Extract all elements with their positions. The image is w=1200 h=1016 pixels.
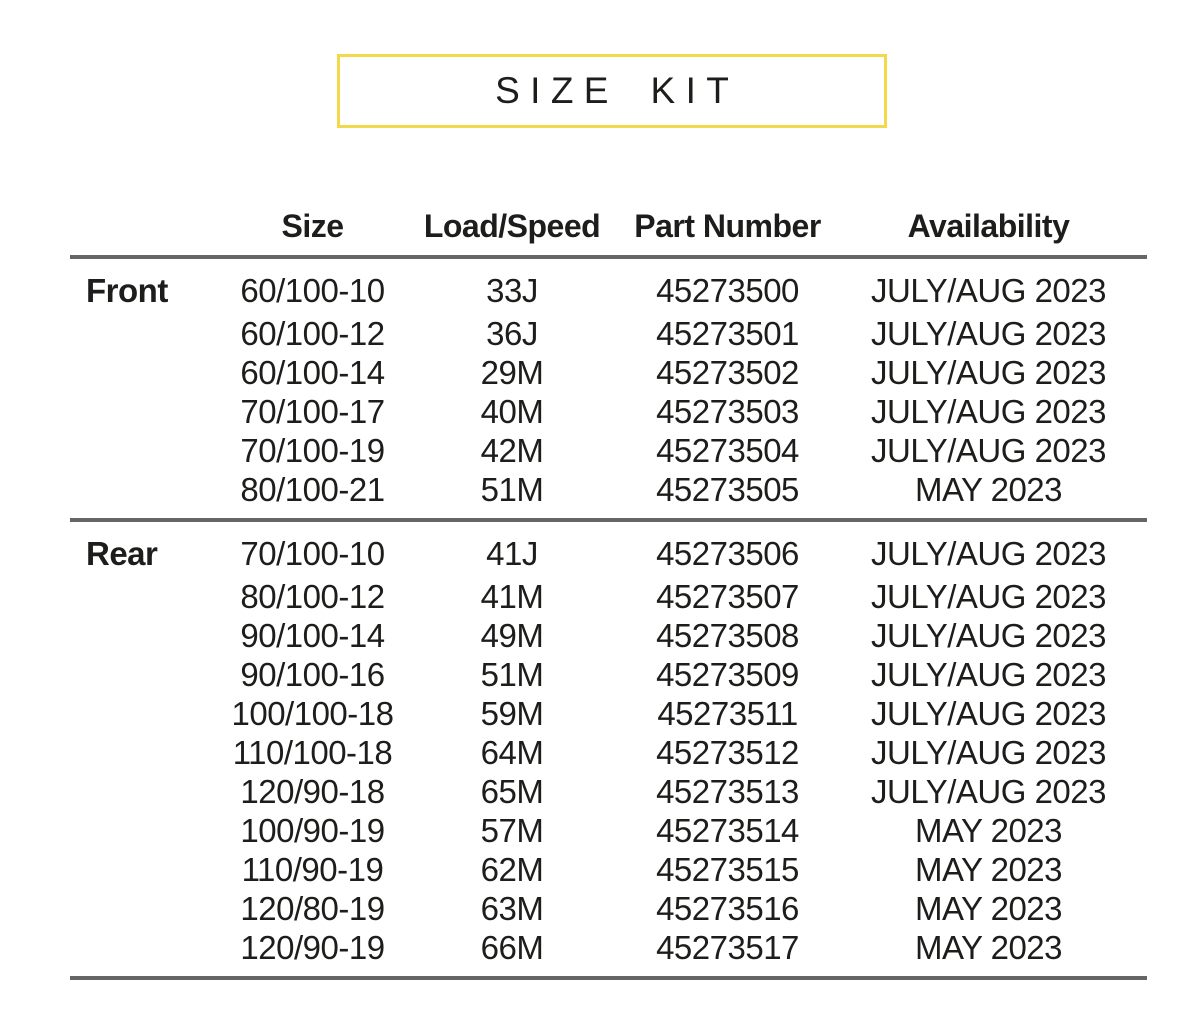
table-cell: 45273507 bbox=[656, 578, 799, 615]
table-cell: 51M bbox=[480, 656, 544, 693]
table-row bbox=[70, 431, 1147, 470]
table-cell: 120/80-19 bbox=[240, 890, 385, 927]
table-row bbox=[70, 353, 1147, 392]
table-cell: 60/100-10 bbox=[240, 272, 385, 309]
section-label-spacer bbox=[70, 470, 226, 520]
table-row bbox=[70, 694, 1147, 733]
table-cell: 45273516 bbox=[656, 890, 799, 927]
page-title: SIZE KIT bbox=[495, 70, 740, 111]
table-cell: JULY/AUG 2023 bbox=[870, 656, 1106, 693]
table-cell: 60/100-12 bbox=[240, 315, 385, 352]
table-cell: 45273508 bbox=[656, 617, 799, 654]
table-cell: 33J bbox=[486, 272, 538, 309]
table-cell: 45273515 bbox=[656, 851, 799, 888]
table-cell: 70/100-10 bbox=[226, 520, 399, 577]
table-cell: 41J bbox=[399, 520, 625, 577]
table-cell: JULY/AUG 2023 bbox=[870, 315, 1106, 352]
table-cell: MAY 2023 bbox=[830, 928, 1147, 978]
table-row bbox=[70, 811, 1147, 850]
table-cell: 41M bbox=[480, 578, 544, 615]
table-row bbox=[70, 577, 1147, 616]
table-header-row bbox=[70, 208, 1147, 257]
table-row bbox=[70, 257, 1147, 314]
title-box bbox=[337, 54, 887, 128]
table-cell: 120/90-19 bbox=[226, 928, 399, 978]
table-cell: 45273503 bbox=[656, 393, 799, 430]
table-cell: JULY/AUG 2023 bbox=[870, 734, 1106, 771]
section-label-spacer bbox=[70, 928, 226, 978]
section-label-spacer bbox=[70, 392, 226, 431]
size-kit-table bbox=[70, 208, 1147, 980]
table-cell: 45273506 bbox=[625, 520, 830, 577]
section-label-spacer bbox=[70, 655, 226, 694]
table-row bbox=[70, 314, 1147, 353]
table-cell: JULY/AUG 2023 bbox=[870, 773, 1106, 810]
table-cell: 100/90-19 bbox=[240, 812, 385, 849]
table-cell: MAY 2023 bbox=[914, 890, 1063, 927]
table-cell: 90/100-14 bbox=[240, 617, 385, 654]
table-cell: 45273509 bbox=[656, 656, 799, 693]
table-cell: 49M bbox=[480, 617, 544, 654]
table-cell: 45273511 bbox=[657, 695, 798, 732]
table-row bbox=[70, 616, 1147, 655]
table-row bbox=[70, 470, 1147, 520]
section-label-spacer bbox=[70, 431, 226, 470]
section-label-spacer bbox=[70, 733, 226, 772]
table-cell: 45273505 bbox=[656, 471, 799, 508]
table-cell: 45273504 bbox=[656, 432, 799, 469]
table-cell: 40M bbox=[480, 393, 544, 430]
table-header bbox=[70, 208, 1147, 257]
table-cell: MAY 2023 bbox=[914, 851, 1063, 888]
header-availability: Availability bbox=[830, 208, 1147, 257]
table-cell: 80/100-12 bbox=[240, 578, 385, 615]
table-cell: 45273513 bbox=[656, 773, 799, 810]
table-cell: 60/100-14 bbox=[240, 354, 385, 391]
table-cell: 42M bbox=[480, 432, 544, 469]
table-cell: JULY/AUG 2023 bbox=[870, 578, 1106, 615]
header-spacer bbox=[70, 208, 226, 257]
table-cell: JULY/AUG 2023 bbox=[870, 617, 1106, 654]
section-label-spacer bbox=[70, 889, 226, 928]
table-row bbox=[70, 772, 1147, 811]
table-cell: 51M bbox=[480, 471, 544, 508]
table-row bbox=[70, 889, 1147, 928]
table-cell: 63M bbox=[480, 890, 544, 927]
table-cell: 36J bbox=[486, 315, 538, 352]
table-cell: 120/90-18 bbox=[240, 773, 385, 810]
table-cell: JULY/AUG 2023 bbox=[870, 354, 1106, 391]
table-cell: 57M bbox=[480, 812, 544, 849]
table-cell: 45273512 bbox=[656, 734, 799, 771]
section-label-spacer bbox=[70, 694, 226, 733]
section-front bbox=[70, 257, 1147, 520]
section-label: Rear bbox=[70, 520, 226, 577]
table-cell: 90/100-16 bbox=[240, 656, 385, 693]
table-cell: 65M bbox=[480, 773, 544, 810]
table-cell: 45273501 bbox=[656, 315, 799, 352]
table-row bbox=[70, 850, 1147, 889]
table-cell: 100/100-18 bbox=[231, 695, 394, 732]
table-cell: 45273500 bbox=[656, 272, 799, 309]
table-cell: JULY/AUG 2023 bbox=[870, 272, 1106, 309]
table-cell: 45273517 bbox=[625, 928, 830, 978]
header-load-speed: Load/Speed bbox=[399, 208, 625, 257]
section-label-spacer bbox=[70, 577, 226, 616]
table-cell: JULY/AUG 2023 bbox=[870, 432, 1106, 469]
section-rear bbox=[70, 520, 1147, 978]
table-cell: JULY/AUG 2023 bbox=[870, 695, 1106, 732]
table-row bbox=[70, 520, 1147, 577]
table-cell: 62M bbox=[480, 851, 544, 888]
table-row bbox=[70, 928, 1147, 978]
table-cell: 80/100-21 bbox=[240, 471, 385, 508]
table-cell: 70/100-19 bbox=[240, 432, 385, 469]
table-row bbox=[70, 733, 1147, 772]
table-cell: 66M bbox=[399, 928, 625, 978]
section-label-spacer bbox=[70, 314, 226, 353]
section-label-spacer bbox=[70, 772, 226, 811]
table-cell: JULY/AUG 2023 bbox=[870, 393, 1106, 430]
table-cell: 29M bbox=[480, 354, 544, 391]
table-cell: 45273502 bbox=[656, 354, 799, 391]
section-label-spacer bbox=[70, 353, 226, 392]
section-label: Front bbox=[86, 272, 168, 309]
table-row bbox=[70, 392, 1147, 431]
section-label-spacer bbox=[70, 811, 226, 850]
table-cell: 110/90-19 bbox=[241, 851, 384, 888]
table-cell: JULY/AUG 2023 bbox=[830, 520, 1147, 577]
section-label-spacer bbox=[70, 850, 226, 889]
table-cell: MAY 2023 bbox=[914, 471, 1063, 508]
header-size: Size bbox=[226, 208, 399, 257]
table-cell: 70/100-17 bbox=[240, 393, 385, 430]
table-cell: 64M bbox=[480, 734, 544, 771]
header-part-number: Part Number bbox=[625, 208, 830, 257]
table-cell: MAY 2023 bbox=[914, 812, 1063, 849]
table-row bbox=[70, 655, 1147, 694]
table-cell: 59M bbox=[480, 695, 544, 732]
table-cell: 45273514 bbox=[656, 812, 799, 849]
section-label-spacer bbox=[70, 616, 226, 655]
table-cell: 110/100-18 bbox=[232, 734, 393, 771]
